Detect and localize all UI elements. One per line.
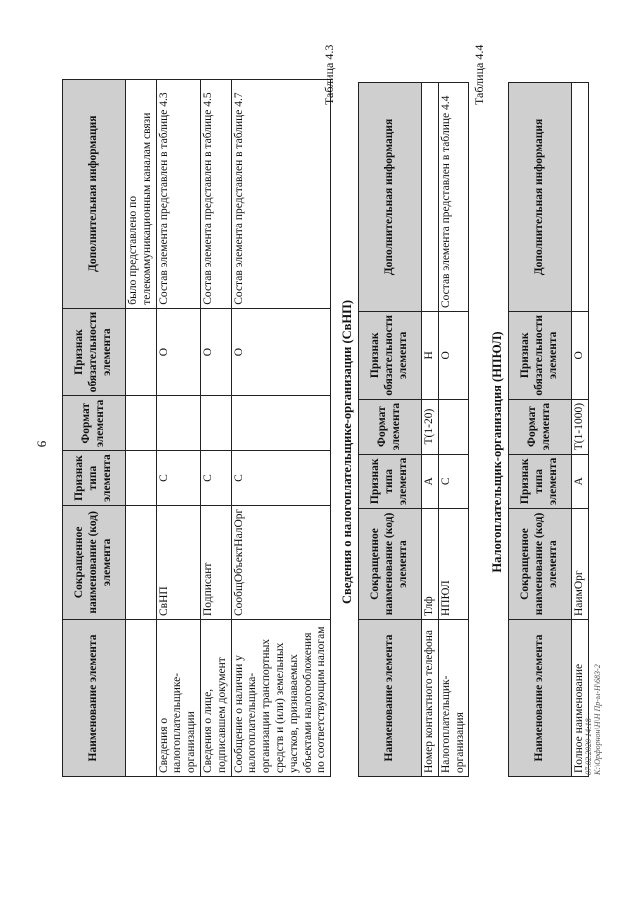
- cell-extra: Состав элемента представлен в таблице 4.3: [156, 79, 200, 308]
- table-4-4-title: Налогоплательщик-организация (НПЮЛ): [490, 331, 504, 573]
- col-short-header: Сокращенное наименование (код) элемента: [359, 509, 422, 620]
- table-row: [200, 79, 231, 776]
- cell-required: О: [231, 308, 331, 396]
- col-type-header: Признак типа элемента: [63, 451, 126, 505]
- table-row: [156, 79, 200, 776]
- col-required-header: Признак обязательности элемента: [63, 308, 126, 396]
- col-format-header: Формат элемента: [63, 396, 126, 451]
- col-name-header: Наименование элемента: [359, 620, 422, 777]
- cell-type: А: [572, 454, 589, 508]
- cell-format: T(1-1000): [572, 399, 589, 454]
- cell-type: А: [422, 454, 439, 508]
- cell-type: С: [156, 451, 200, 505]
- cell-name: Полное наименование: [572, 620, 589, 777]
- stamp-path: K:\Орфорнон\Н\Н Пр-ы-Н\683-2: [593, 664, 603, 775]
- cell-required: О: [200, 308, 231, 396]
- cell-short: СообщОбъектНалОрг: [231, 505, 331, 619]
- col-type-header: Признак типа элемента: [509, 454, 572, 508]
- col-extra-header: Дополнительная информация: [359, 83, 422, 312]
- cell-format: T(1-20): [422, 399, 439, 454]
- cell-type: С: [200, 451, 231, 505]
- col-required-header: Признак обязательности элемента: [509, 312, 572, 400]
- table-row: [438, 83, 469, 777]
- cell-name: Сведения о лице, подписавшем документ: [200, 620, 231, 777]
- cell-type: С: [438, 454, 469, 508]
- col-extra-header: Дополнительная информация: [509, 83, 572, 312]
- cell-extra: [422, 83, 439, 312]
- table-4-4: [508, 82, 589, 777]
- cell-type: С: [231, 451, 331, 505]
- cell-extra: Состав элемента представлен в таблице 4.4: [438, 83, 469, 312]
- cell-short: СвНП: [156, 505, 200, 619]
- table-header-row: [509, 83, 572, 777]
- col-name-header: Наименование элемента: [63, 620, 126, 777]
- table-row: [126, 79, 157, 776]
- table-4-4-caption: Таблица 4.4: [472, 44, 486, 105]
- cell-format: [200, 396, 231, 451]
- col-name-header: Наименование элемента: [509, 620, 572, 777]
- cell-extra: было представлено по телекоммуникационным каналам связи: [126, 79, 157, 308]
- col-required-header: Признак обязательности элемента: [359, 312, 422, 400]
- cell-required: О: [156, 308, 200, 396]
- col-format-header: Формат элемента: [359, 399, 422, 454]
- cell-extra: Состав элемента представлен в таблице 4.7: [231, 79, 331, 308]
- table-top: [62, 79, 331, 777]
- cell-short: НПЮЛ: [438, 509, 469, 620]
- file-stamp: [584, 664, 602, 775]
- page-number: 9: [34, 440, 50, 448]
- table-row: [422, 83, 439, 777]
- stamp-date: 07.02.2020 14:18: [584, 718, 593, 775]
- cell-name: Номер контактного телефона: [422, 620, 439, 777]
- table-4-3-caption: Таблица 4.3: [322, 44, 336, 105]
- table-header-row: [359, 83, 422, 777]
- cell-short: НаимОрг: [572, 509, 589, 620]
- cell-format: [438, 399, 469, 454]
- cell-short: [126, 505, 157, 619]
- table-4-3-title: Сведения о налогоплательщике-организации (СвНП): [340, 299, 354, 605]
- cell-name: Сведения о налогоплательщике-организации: [156, 620, 200, 777]
- cell-extra: [572, 83, 589, 312]
- col-short-header: Сокращенное наименование (код) элемента: [63, 505, 126, 619]
- cell-short: Подписант: [200, 505, 231, 619]
- cell-required: [126, 308, 157, 396]
- col-type-header: Признак типа элемента: [359, 454, 422, 508]
- table-header-row: [63, 79, 126, 776]
- col-format-header: Формат элемента: [509, 399, 572, 454]
- cell-required: О: [438, 312, 469, 400]
- cell-required: Н: [422, 312, 439, 400]
- cell-extra: Состав элемента представлен в таблице 4.5: [200, 79, 231, 308]
- table-row: [231, 79, 331, 776]
- cell-name: Сообщение о наличии у налогоплательщика-организации транспортных средств и (или) земельных участков, признаваемых объектами налогообложения по соответствующим налогам: [231, 620, 331, 777]
- cell-type: [126, 451, 157, 505]
- table-4-3: [358, 82, 469, 777]
- cell-format: [231, 396, 331, 451]
- cell-name: [126, 620, 157, 777]
- cell-short: Тлф: [422, 509, 439, 620]
- cell-format: [156, 396, 200, 451]
- cell-format: [126, 396, 157, 451]
- cell-name: Налогоплательщик-организация: [438, 620, 469, 777]
- cell-required: О: [572, 312, 589, 400]
- col-short-header: Сокращенное наименование (код) элемента: [509, 509, 572, 620]
- col-extra-header: Дополнительная информация: [63, 79, 126, 308]
